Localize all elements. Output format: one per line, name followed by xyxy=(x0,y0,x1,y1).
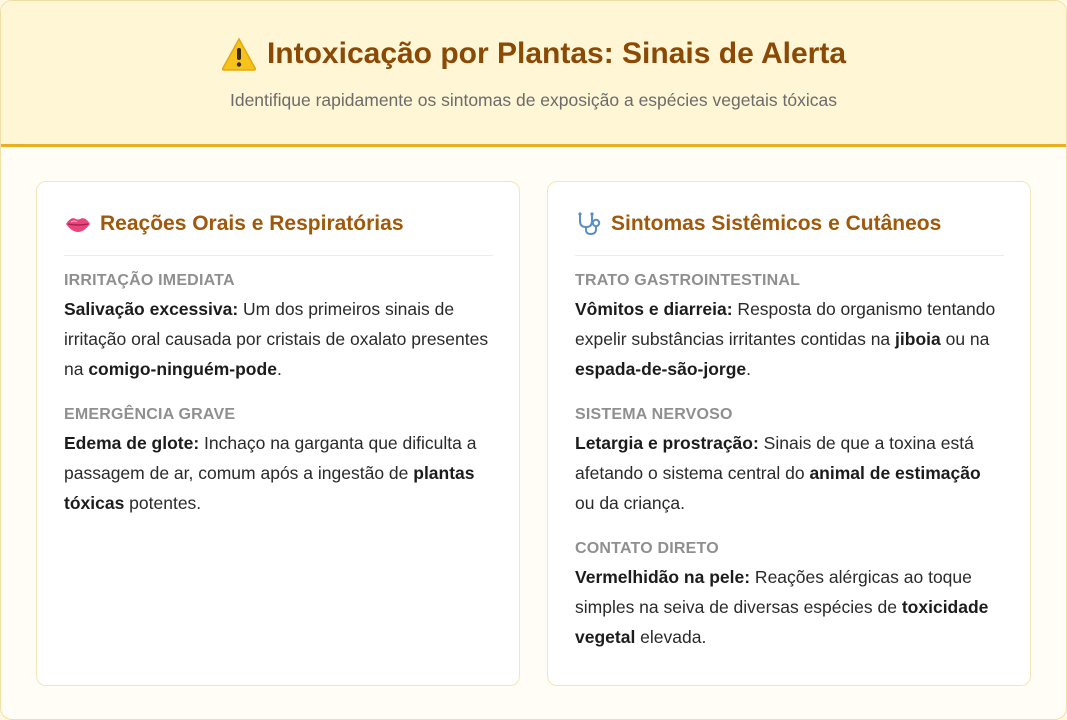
highlight-term: animal de estimação xyxy=(809,463,981,483)
section-emergencia xyxy=(64,406,493,518)
page-subtitle: Identifique rapidamente os sintomas de exposição a espécies vegetais tóxicas xyxy=(229,90,838,110)
card-header xyxy=(575,206,1004,256)
section-label: TRATO GASTROINTESTINAL xyxy=(575,272,801,289)
symptom-name: Vermelhidão na pele: xyxy=(575,567,751,587)
symptom-name: Vômitos e diarreia: xyxy=(575,299,733,319)
text-part: elevada. xyxy=(635,627,707,647)
card-systemic-cutaneous xyxy=(547,181,1031,686)
section-label: EMERGÊNCIA GRAVE xyxy=(64,406,236,423)
section-text xyxy=(575,428,1004,518)
section-nervoso xyxy=(575,406,1004,518)
highlight-term: jiboia xyxy=(895,329,941,349)
page-header xyxy=(1,1,1066,147)
card-title: Reações Orais e Respiratórias xyxy=(100,211,404,235)
symptom-name: Edema de glote: xyxy=(64,433,200,453)
page-title xyxy=(221,35,846,73)
text-part: . xyxy=(746,359,752,379)
cards-container xyxy=(36,181,1031,686)
text-part: potentes. xyxy=(124,493,202,513)
text-part: Resposta do organismo tentando expelir substâncias irritantes contidas na xyxy=(575,299,996,349)
section-label: CONTATO DIRETO xyxy=(575,540,719,557)
section-text xyxy=(575,562,1004,652)
page-title-text: Intoxicação por Plantas: Sinais de Alerta xyxy=(266,37,847,70)
section-text xyxy=(64,294,493,384)
highlight-term: plantas tóxicas xyxy=(64,463,475,513)
highlight-term: comigo-ninguém-pode xyxy=(88,359,277,379)
card-oral-respiratory xyxy=(36,181,520,686)
section-text xyxy=(575,294,1004,384)
card-title: Sintomas Sistêmicos e Cutâneos xyxy=(611,211,942,235)
section-label: SISTEMA NERVOSO xyxy=(575,406,733,423)
section-label: IRRITAÇÃO IMEDIATA xyxy=(64,272,235,289)
lips-icon xyxy=(64,212,92,236)
symptom-name: Salivação excessiva: xyxy=(64,299,239,319)
stethoscope-icon xyxy=(575,212,603,236)
text-part: Reações alérgicas ao toque simples na seiva de diversas espécies de xyxy=(575,567,972,617)
text-part: Sinais de que a toxina está afetando o sistema central do xyxy=(575,433,974,483)
highlight-term: espada-de-são-jorge xyxy=(575,359,747,379)
text-part: . xyxy=(276,359,282,379)
section-irritacao xyxy=(64,272,493,384)
warning-icon xyxy=(221,37,257,71)
text-part: Inchaço na garganta que dificulta a passagem de ar, comum após a ingestão de xyxy=(64,433,477,483)
symptom-name: Letargia e prostração: xyxy=(575,433,759,453)
text-part: ou da criança. xyxy=(575,493,685,513)
card-header xyxy=(64,206,493,256)
highlight-term: toxicidade vegetal xyxy=(575,597,989,647)
section-contato xyxy=(575,540,1004,652)
text-part: Um dos primeiros sinais de irritação oral causada por cristais de oxalato presentes na xyxy=(64,299,489,379)
section-text xyxy=(64,428,493,518)
text-part: ou na xyxy=(940,329,990,349)
section-gastrointestinal xyxy=(575,272,1004,384)
